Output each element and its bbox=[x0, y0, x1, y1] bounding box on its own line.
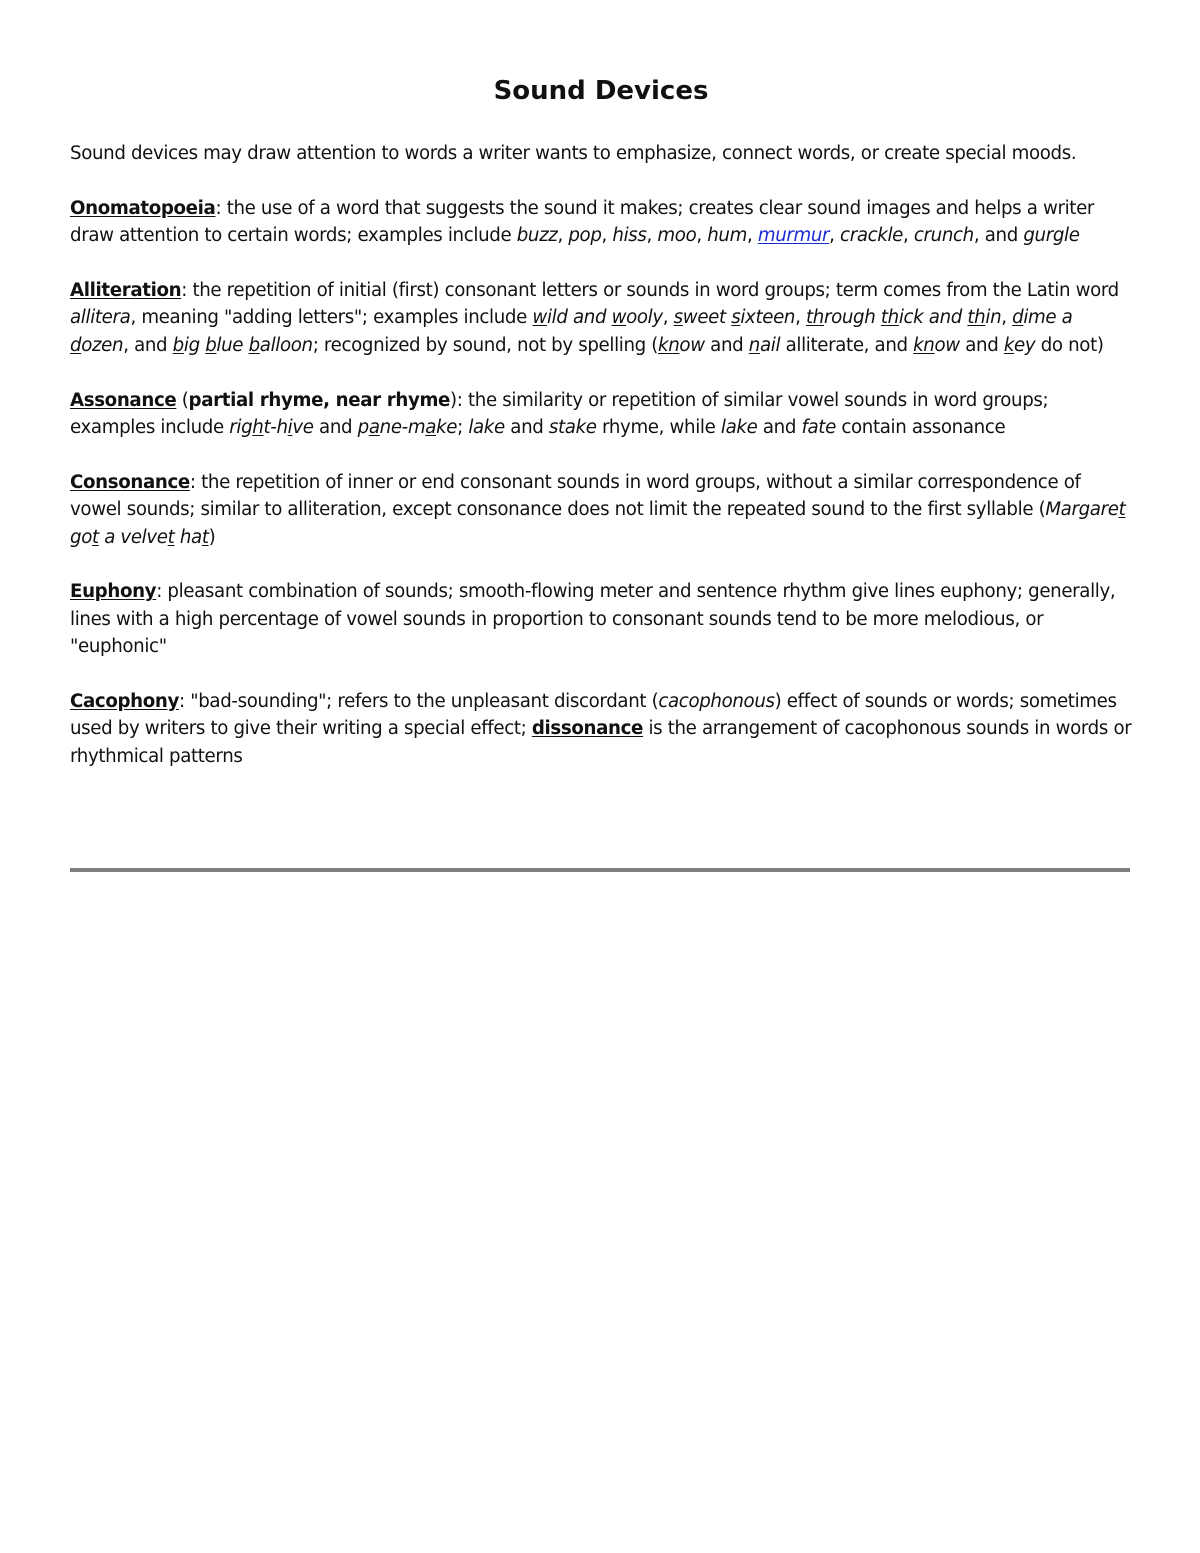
example-pane-make bbox=[358, 417, 457, 438]
page-title: Sound Devices bbox=[493, 76, 709, 106]
example-fragment: ke bbox=[436, 417, 458, 439]
example-phrase-big-blue-balloon bbox=[173, 335, 313, 356]
example-word: hiss bbox=[612, 225, 647, 247]
euphony-text: : pleasant combination of sounds; smooth-flowing meter and sentence rhythm give lines euphony; generally, lines with a high percentage of vowel sounds in proportion to consonant sounds tend to be more melodious, or "euphonic" bbox=[70, 581, 1116, 658]
underlined-sound: th bbox=[967, 307, 986, 329]
intro-paragraph bbox=[70, 140, 1132, 167]
example-fragment: ixteen bbox=[740, 307, 796, 329]
example-fragment: in bbox=[985, 307, 1002, 329]
example-right-hive bbox=[229, 417, 313, 438]
consonance-paragraph bbox=[70, 469, 1132, 551]
example-word: lake bbox=[468, 417, 505, 439]
underlined-sound: i bbox=[287, 417, 293, 439]
alliteration-paragraph: Alliteration: the repetition of initial (first) consonant letters or sounds in word groups; term comes from the Latin word allitera, meaning "adding letters"; examples include wild and wooly, sweet sixteen, through thick and thin, dime a dozen, and big blue balloon; recognized by sound, not by spelling (know and nail alliterate, and know and key do not) bbox=[70, 280, 1119, 356]
term-alliteration: Alliteration bbox=[70, 280, 182, 301]
alliteration-text: ; recognized by sound, not by spelling ( bbox=[312, 334, 659, 356]
alliteration-text: and bbox=[959, 334, 1004, 356]
example-phrase-through-thick-thin bbox=[806, 307, 1001, 328]
underlined-sound: a bbox=[368, 417, 380, 439]
example-word-know bbox=[658, 335, 705, 356]
underlined-sound: b bbox=[172, 334, 184, 356]
example-fragment: ick and bbox=[898, 307, 968, 329]
underlined-sound: n bbox=[748, 334, 760, 356]
cacophony-text: : "bad-sounding"; refers to the unpleasant discordant ( bbox=[179, 691, 659, 713]
example-fragment: ow bbox=[934, 334, 960, 356]
assonance-text: and bbox=[757, 417, 802, 439]
consonance-text: ) bbox=[208, 526, 216, 548]
example-fragment: ow bbox=[679, 334, 705, 356]
euphony-paragraph bbox=[70, 578, 1132, 660]
term-euphony: Euphony bbox=[70, 581, 157, 603]
example-word: crunch bbox=[913, 225, 974, 247]
assonance-text: ( bbox=[176, 389, 189, 411]
assonance-paragraph bbox=[70, 387, 1132, 442]
example-word: gurgle bbox=[1023, 225, 1080, 247]
murmur-link[interactable]: murmur bbox=[757, 225, 830, 247]
assonance-text: rhyme, while bbox=[596, 417, 721, 439]
intro-text: Sound devices may draw attention to words a writer wants to emphasize, connect words, or create special moods. bbox=[70, 143, 1077, 164]
underlined-sound: t bbox=[91, 526, 99, 548]
underlined-sound: kn bbox=[913, 334, 935, 356]
alliteration-text: , meaning "adding letters"; examples include bbox=[130, 307, 533, 329]
underlined-sound: d bbox=[1012, 307, 1024, 329]
onomatopoeia-colon: : bbox=[215, 197, 222, 219]
underlined-sound: d bbox=[70, 334, 82, 356]
example-fragment: ey bbox=[1014, 334, 1036, 356]
example-fragment: ail bbox=[759, 334, 781, 356]
and-word: and bbox=[984, 225, 1018, 247]
onomatopoeia-paragraph: Onomatopoeia: the use of a word that suggests the sound it makes; creates clear sound images and helps a writer draw attention to certain words; examples include buzz, pop, hiss, moo, hum, murmur, crackle, crunch, and gurgle bbox=[70, 197, 1095, 247]
example-fragment: weet bbox=[682, 307, 732, 329]
underlined-sound: th bbox=[880, 307, 899, 329]
assonance-text: and bbox=[313, 417, 358, 439]
alliteration-text: and bbox=[704, 334, 749, 356]
example-fragment: Margare bbox=[1045, 499, 1119, 521]
example-fragment: go bbox=[70, 526, 92, 548]
underlined-sound: s bbox=[673, 307, 683, 329]
assonance-text: ; bbox=[457, 417, 469, 439]
cacophony-text: is the arrangement of cacophonous sounds in words or rhythmical patterns bbox=[70, 718, 1132, 767]
underlined-sound: t bbox=[167, 526, 175, 548]
alliteration-text: : the repetition of initial (first) consonant letters or sounds in word groups; term comes from the Latin word bbox=[181, 280, 1119, 301]
assonance-alt-names: partial rhyme, near rhyme bbox=[188, 389, 451, 411]
alliteration-text: , and bbox=[123, 334, 173, 356]
term-assonance: Assonance bbox=[70, 389, 177, 411]
example-word: fate bbox=[801, 417, 836, 439]
alliteration-text: alliterate, and bbox=[780, 334, 914, 356]
example-fragment: rough bbox=[823, 307, 881, 329]
assonance-text: : the similarity or repetition of similar vowel sounds in word groups; examples include bbox=[70, 389, 1049, 439]
example-word: hum bbox=[707, 225, 747, 247]
example-fragment: ild and bbox=[546, 307, 612, 329]
example-fragment: lue bbox=[216, 334, 249, 356]
cacophony-text: ) effect of sounds or words; sometimes used by writers to give their writing a special effect; bbox=[70, 691, 1117, 740]
example-phrase-sweet-sixteen bbox=[674, 307, 795, 328]
document-page bbox=[70, 72, 1132, 798]
example-word: cacophonous bbox=[658, 691, 775, 713]
alliteration-text: do not) bbox=[1035, 334, 1104, 356]
underlined-sound: th bbox=[806, 307, 824, 329]
assonance-text: and bbox=[504, 417, 549, 439]
example-phrase-wild-wooly bbox=[532, 307, 662, 328]
underlined-sound: s bbox=[731, 307, 741, 329]
example-fragment: a velve bbox=[98, 526, 168, 548]
underlined-sound: k bbox=[1003, 334, 1015, 356]
term-consonance: Consonance bbox=[70, 471, 190, 493]
example-fragment: t-h bbox=[263, 417, 288, 439]
example-fragment: ne-m bbox=[379, 417, 426, 439]
underlined-sound: b bbox=[248, 334, 260, 356]
example-word: pop bbox=[568, 225, 602, 247]
example-word: lake bbox=[720, 417, 758, 439]
latin-word: allitera bbox=[70, 307, 131, 329]
example-word: crackle bbox=[840, 225, 903, 247]
example-fragment: ig bbox=[183, 334, 206, 356]
underlined-sound: w bbox=[532, 307, 547, 329]
example-word-know bbox=[913, 335, 960, 356]
underlined-sound: w bbox=[611, 307, 627, 329]
example-word: moo bbox=[657, 225, 697, 247]
underlined-sound: kn bbox=[658, 334, 680, 356]
assonance-text: contain assonance bbox=[835, 417, 1006, 439]
example-fragment: rig bbox=[229, 417, 253, 439]
example-word: stake bbox=[548, 417, 597, 439]
underlined-sound: b bbox=[205, 334, 217, 356]
example-fragment: p bbox=[357, 417, 369, 439]
consonance-text: : the repetition of inner or end consonant sounds in word groups, without a similar correspondence of vowel sounds; similar to alliteration, except consonance does not limit the repeated sound to the first syllable ( bbox=[70, 471, 1081, 521]
example-fragment: ve bbox=[292, 417, 314, 439]
example-fragment: ha bbox=[174, 526, 202, 548]
underlined-sound: t bbox=[1118, 499, 1126, 521]
example-word: buzz bbox=[516, 225, 558, 247]
term-cacophony: Cacophony bbox=[70, 691, 180, 713]
example-fragment: ime a bbox=[1023, 307, 1073, 329]
underlined-sound: h bbox=[252, 417, 264, 439]
term-dissonance: dissonance bbox=[531, 718, 644, 740]
cacophony-paragraph bbox=[70, 688, 1132, 770]
underlined-sound: t bbox=[201, 526, 209, 548]
example-fragment: ozen bbox=[81, 334, 124, 356]
example-fragment: alloon bbox=[259, 334, 313, 356]
example-fragment: ooly bbox=[626, 307, 663, 329]
assonance-text: ) bbox=[450, 389, 457, 411]
example-word-key bbox=[1004, 335, 1035, 356]
example-word-nail bbox=[749, 335, 780, 356]
horizontal-rule bbox=[70, 868, 1130, 872]
term-onomatopoeia: Onomatopoeia bbox=[70, 197, 216, 219]
underlined-sound: a bbox=[425, 417, 437, 439]
onomatopoeia-definition: the use of a word that suggests the sound it makes; creates clear sound images and helps a writer draw attention to certain words; examples include bbox=[70, 197, 1095, 247]
